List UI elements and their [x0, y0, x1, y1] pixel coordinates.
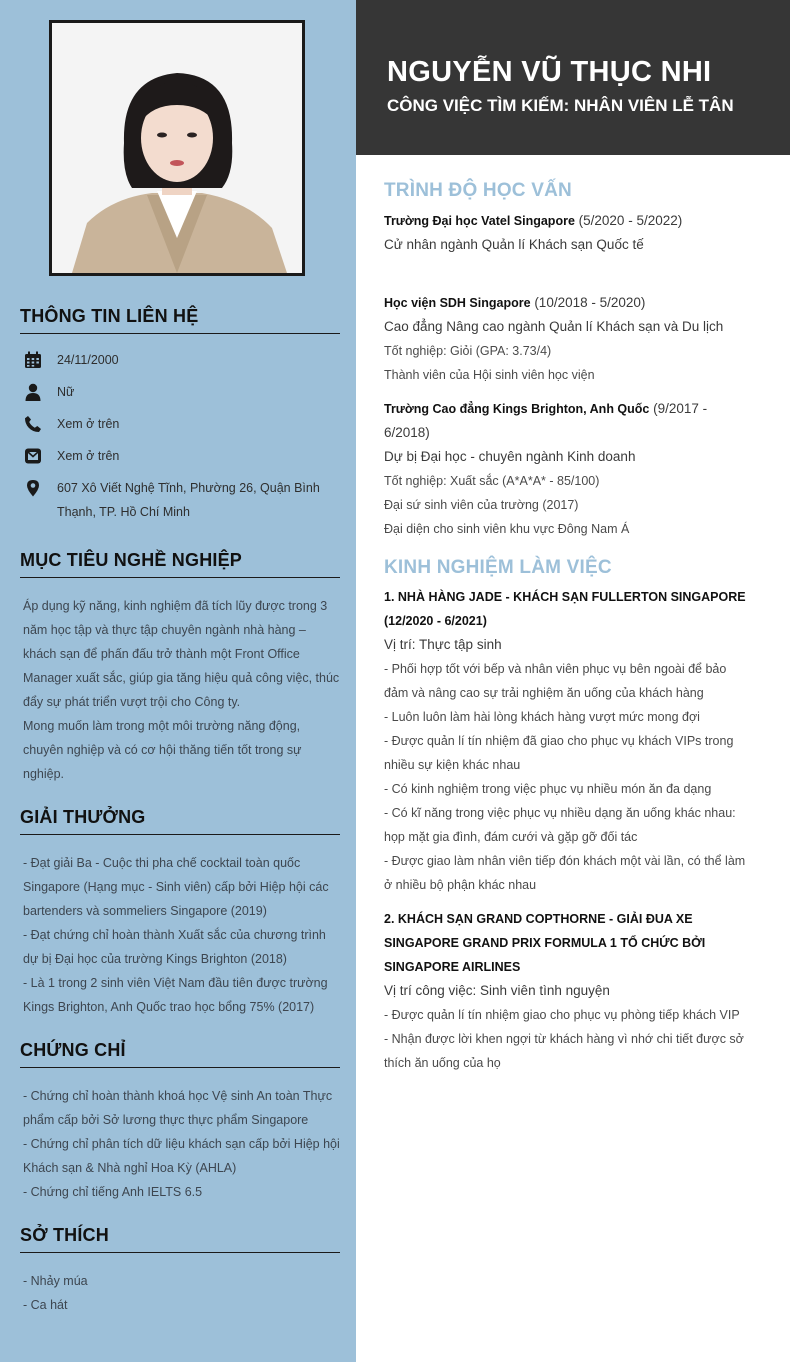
hobbies-section: [20, 1225, 340, 1317]
award-item: - Đạt chứng chỉ hoàn thành Xuất sắc của chương trình dự bị Đại học của trường Kings Brighton (2018): [23, 928, 326, 966]
study-period: (5/2020 - 5/2022): [574, 213, 683, 228]
education-note: Tốt nghiệp: Xuất sắc (A*A*A* - 85/100): [384, 474, 600, 488]
education-note: Tốt nghiệp: Giỏi (GPA: 3.73/4): [384, 344, 552, 358]
job-bullet: - Phối hợp tốt với bếp và nhân viên phục vụ bên ngoài để bảo đảm và nâng cao sự trải nghiệm ăn uống của khách hàng: [384, 662, 727, 700]
email-icon: [20, 444, 48, 468]
hobby-item: - Nhảy múa: [23, 1274, 88, 1288]
certificate-item: - Chứng chỉ phân tích dữ liệu khách sạn cấp bởi Hiệp hội Khách sạn & Nhà nghỉ Hoa Kỳ (AHLA): [23, 1137, 340, 1175]
education-section: [384, 180, 754, 541]
header-banner: [356, 0, 790, 155]
target-job: CÔNG VIỆC TÌM KIẾM: NHÂN VIÊN LỄ TÂN: [387, 96, 734, 115]
job-bullet: - Nhận được lời khen ngợi từ khách hàng vì nhớ chi tiết được sở thích ăn uống của họ: [384, 1032, 744, 1070]
contact-title: THÔNG TIN LIÊN HỆ: [20, 306, 340, 334]
job-title: 2. KHÁCH SẠN GRAND COPTHORNE - GIẢI ĐUA XE SINGAPORE GRAND PRIX FORMULA 1 TỔ CHỨC BỞI SINGAPORE AIRLINES: [384, 912, 706, 974]
job-role: Vị trí công việc: Sinh viên tình nguyện: [384, 983, 610, 998]
contact-gender: Nữ: [20, 380, 340, 404]
education-entry: [384, 397, 714, 541]
contact-birthdate: 24/11/2000: [20, 348, 340, 372]
school-name: Trường Đại học Vatel Singapore: [384, 214, 575, 228]
job-bullet: - Có kinh nghiệm trong việc phục vụ nhiều món ăn đa dạng: [384, 782, 712, 796]
certificates-title: CHỨNG CHỈ: [20, 1040, 340, 1068]
job-entry: [384, 907, 754, 1075]
study-period: (10/2018 - 5/2020): [530, 295, 646, 310]
contact-section: [20, 306, 340, 532]
degree: Dự bị Đại học - chuyên ngành Kinh doanh: [384, 449, 636, 464]
education-note: Đại diện cho sinh viên khu vực Đông Nam Á: [384, 522, 630, 536]
experience-title: KINH NGHIỆM LÀM VIỆC: [384, 557, 612, 578]
study-period: (9/2017 - 6/2018): [384, 401, 708, 440]
calendar-icon: [20, 348, 48, 372]
candidate-name: NGUYỄN VŨ THỤC NHI: [387, 56, 712, 88]
experience-section: [384, 557, 754, 1075]
job-entry: [384, 585, 754, 897]
objective-section: [20, 550, 340, 786]
awards-section: [20, 807, 340, 1019]
education-note: Đại sứ sinh viên của trường (2017): [384, 498, 579, 512]
phone-icon: [20, 412, 48, 436]
contact-email: Xem ở trên: [20, 444, 340, 468]
hobbies-title: SỞ THÍCH: [20, 1225, 340, 1253]
degree: Cử nhân ngành Quản lí Khách sạn Quốc tế: [384, 237, 644, 252]
education-title: TRÌNH ĐỘ HỌC VẤN: [384, 180, 572, 201]
award-item: - Là 1 trong 2 sinh viên Việt Nam đầu tiên được trường Kings Brighton, Anh Quốc trao học bổng 75% (2017): [23, 976, 328, 1014]
degree: Cao đẳng Nâng cao ngành Quản lí Khách sạn và Du lịch: [384, 319, 724, 334]
job-bullet: - Có kĩ năng trong việc phục vụ nhiều dạng ăn uống khác nhau: họp mặt gia đình, đám cưới và gặp gỡ đối tác: [384, 806, 736, 844]
job-title: 1. NHÀ HÀNG JADE - KHÁCH SẠN FULLERTON SINGAPORE (12/2020 - 6/2021): [384, 590, 746, 628]
objective-paragraph: Mong muốn làm trong một môi trường năng động, chuyên nghiệp và có cơ hội thăng tiến tốt trong sự nghiệp.: [23, 719, 302, 781]
hobby-item: - Ca hát: [23, 1298, 68, 1312]
objective-title: MỤC TIÊU NGHỀ NGHIỆP: [20, 550, 340, 578]
certificate-item: - Chứng chỉ hoàn thành khoá học Vệ sinh An toàn Thực phẩm cấp bởi Sở lương thực thực phẩm Singapore: [23, 1089, 333, 1127]
job-bullet: - Luôn luôn làm hài lòng khách hàng vượt mức mong đợi: [384, 710, 700, 724]
school-name: Trường Cao đẳng Kings Brighton, Anh Quốc: [384, 402, 650, 416]
job-bullet: - Được giao làm nhân viên tiếp đón khách một vài lần, có thể làm ở nhiều bộ phận khác nhau: [384, 854, 746, 892]
contact-address: 607 Xô Viết Nghệ Tĩnh, Phường 26, Quận Bình Thạnh, TP. Hồ Chí Minh: [20, 476, 340, 524]
awards-title: GIẢI THƯỞNG: [20, 807, 340, 835]
sidebar: [0, 0, 356, 1362]
location-icon: [20, 476, 48, 500]
contact-phone: Xem ở trên: [20, 412, 340, 436]
job-bullet: - Được quản lí tín nhiệm đã giao cho phục vụ khách VIPs trong nhiều sự kiện khác nhau: [384, 734, 734, 772]
job-role: Vị trí: Thực tập sinh: [384, 637, 502, 652]
education-entry: [384, 209, 754, 257]
job-bullet: - Được quản lí tín nhiệm giao cho phục vụ phòng tiếp khách VIP: [384, 1008, 740, 1022]
certificate-item: - Chứng chỉ tiếng Anh IELTS 6.5: [23, 1185, 203, 1199]
school-name: Học viện SDH Singapore: [384, 296, 531, 310]
objective-paragraph: Áp dụng kỹ năng, kinh nghiệm đã tích lũy được trong 3 năm học tập và thực tập chuyên ngành nhà hàng – khách sạn để phấn đấu trở thành một Front Office Manager xuất sắc, giúp gia tăng hiệu quả công việc, thúc đẩy sự phát triển vượt trội cho Công ty.: [23, 599, 340, 709]
profile-photo: [49, 20, 305, 276]
award-item: - Đạt giải Ba - Cuộc thi pha chế cocktail toàn quốc Singapore (Hạng mục - Sinh viên) cấp bởi Hiệp hội các bartenders và sommeliers Singapore (2019): [23, 856, 329, 918]
education-note: Thành viên của Hội sinh viên học viện: [384, 368, 595, 382]
person-icon: [20, 380, 48, 404]
education-entry: [384, 291, 754, 387]
certificates-section: [20, 1040, 340, 1204]
